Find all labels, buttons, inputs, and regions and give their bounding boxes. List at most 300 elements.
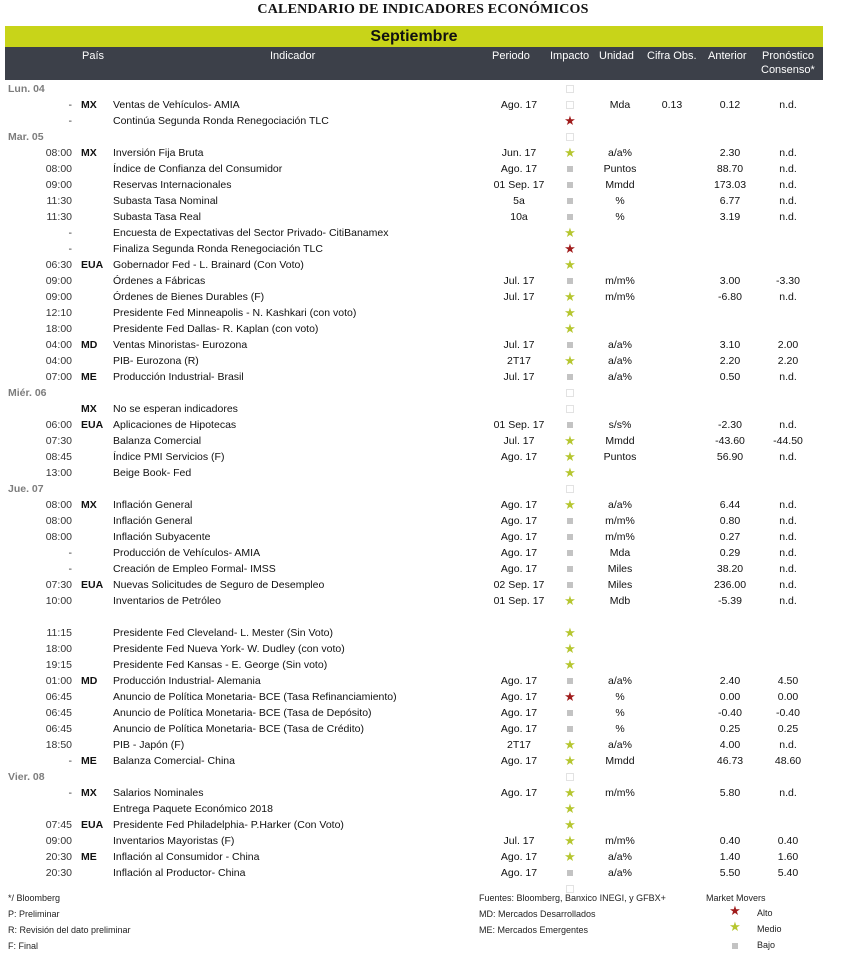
period-cell: 2T17 — [507, 739, 531, 751]
indicator-cell: Órdenes a Fábricas — [113, 275, 206, 287]
unit-cell — [588, 305, 652, 321]
impact-cell — [558, 545, 582, 561]
country-cell: MX — [81, 147, 97, 159]
period-cell: Ago. 17 — [500, 547, 538, 559]
period-cell: Jul. 17 — [503, 339, 535, 351]
footnote-source: */ Bloomberg — [8, 893, 61, 903]
unit-cell: Mda — [609, 547, 631, 559]
country-cell — [81, 625, 111, 641]
indicator-cell: PIB - Japón (F) — [113, 739, 185, 751]
impact-cell — [558, 513, 582, 529]
period-cell: Ago. 17 — [500, 451, 538, 463]
table-row — [5, 161, 823, 177]
time-cell: 13:00 — [45, 467, 72, 479]
previous-value-cell: 0.00 — [719, 691, 741, 703]
impact-cell — [558, 481, 582, 497]
impact-cell — [558, 609, 582, 625]
impact-cell — [558, 321, 582, 337]
month-banner: Septiembre — [5, 26, 823, 47]
observed-value-cell — [647, 689, 697, 705]
unit-cell: Miles — [607, 579, 633, 591]
observed-value-cell — [647, 737, 697, 753]
table-row — [5, 241, 823, 257]
legend-high-star-icon: ★ — [729, 903, 741, 918]
time-cell: 20:30 — [45, 867, 72, 879]
indicator-cell: Gobernador Fed - L. Brainard (Con Voto) — [113, 259, 304, 271]
table-row — [5, 417, 823, 433]
period-cell: Ago. 17 — [500, 499, 538, 511]
indicator-cell: Anuncio de Política Monetaria- BCE (Tasa de Depósito) — [113, 707, 372, 719]
observed-value-cell — [647, 289, 697, 305]
time-cell: 08:00 — [45, 531, 72, 543]
empty-impact-icon — [566, 101, 574, 109]
period-cell: 01 Sep. 17 — [493, 595, 545, 607]
time-cell: 06:45 — [45, 691, 72, 703]
table-row — [5, 689, 823, 705]
time-cell: 19:15 — [45, 659, 72, 671]
impact-cell — [558, 369, 582, 385]
indicator-cell: Órdenes de Bienes Durables (F) — [113, 291, 265, 303]
country-cell — [81, 241, 111, 257]
previous-value-cell: 5.80 — [719, 787, 741, 799]
forecast-cell: 48.60 — [774, 755, 802, 767]
indicator-cell: Inventarios de Petróleo — [113, 595, 221, 607]
table-row — [5, 817, 823, 833]
unit-cell — [588, 641, 652, 657]
previous-value-cell: 2.20 — [719, 355, 741, 367]
medium-impact-star-icon: ★ — [564, 305, 576, 321]
day-header-row — [5, 129, 823, 145]
low-impact-square-icon — [567, 566, 573, 572]
observed-value-cell — [647, 593, 697, 609]
medium-impact-star-icon: ★ — [564, 737, 576, 753]
impact-cell — [558, 593, 582, 609]
impact-cell — [558, 785, 582, 801]
country-cell — [81, 641, 111, 657]
header-country: País — [82, 50, 105, 62]
indicator-cell: Ventas de Vehículos- AMIA — [113, 99, 240, 111]
low-impact-square-icon — [567, 678, 573, 684]
table-row — [5, 865, 823, 881]
forecast-cell — [757, 305, 819, 321]
low-impact-square-icon — [567, 182, 573, 188]
period-cell — [472, 113, 566, 129]
medium-impact-star-icon: ★ — [564, 433, 576, 449]
previous-value-cell: 0.27 — [719, 531, 741, 543]
previous-value-cell: 0.40 — [719, 835, 741, 847]
indicator-cell: Subasta Tasa Real — [113, 211, 201, 223]
forecast-cell — [757, 113, 819, 129]
indicator-cell: Presidente Fed Cleveland- L. Mester (Sin Voto) — [113, 627, 334, 639]
impact-cell — [558, 129, 582, 145]
previous-value-cell: -43.60 — [715, 435, 745, 447]
time-cell: 18:00 — [45, 323, 72, 335]
period-cell: Ago. 17 — [500, 675, 538, 687]
header-impact: Impacto — [550, 50, 590, 62]
table-row — [5, 737, 823, 753]
medium-impact-star-icon: ★ — [564, 657, 576, 673]
impact-cell — [558, 161, 582, 177]
indicator-cell: Balanza Comercial- China — [113, 755, 235, 767]
unit-cell: a/a% — [608, 739, 632, 751]
time-cell: 18:50 — [45, 739, 72, 751]
time-cell: - — [68, 243, 72, 255]
previous-value-cell — [702, 657, 758, 673]
period-cell: Jul. 17 — [503, 275, 535, 287]
forecast-cell: 2.00 — [777, 339, 799, 351]
indicator-cell: Índice de Confianza del Consumidor — [113, 163, 283, 175]
previous-value-cell — [702, 641, 758, 657]
country-cell — [81, 529, 111, 545]
medium-impact-star-icon: ★ — [564, 785, 576, 801]
unit-cell — [588, 321, 652, 337]
period-cell: Jun. 17 — [501, 147, 537, 159]
impact-cell — [558, 529, 582, 545]
period-cell: Ago. 17 — [500, 707, 538, 719]
impact-cell — [558, 561, 582, 577]
indicator-cell: Ventas Minoristas- Eurozona — [113, 339, 248, 351]
medium-impact-star-icon: ★ — [564, 801, 576, 817]
forecast-cell: n.d. — [779, 211, 797, 223]
unit-cell: Mdb — [609, 595, 631, 607]
forecast-cell: 2.20 — [777, 355, 799, 367]
time-cell: 07:00 — [45, 371, 72, 383]
header-forecast-line1: Pronóstico — [762, 50, 814, 62]
observed-value-cell — [647, 321, 697, 337]
unit-cell: s/s% — [608, 419, 632, 431]
table-row — [5, 225, 823, 241]
observed-value-cell — [647, 625, 697, 641]
country-cell — [81, 353, 111, 369]
indicator-cell: Reservas Internacionales — [113, 179, 232, 191]
impact-cell — [558, 849, 582, 865]
unit-cell: m/m% — [605, 291, 635, 303]
impact-cell — [558, 241, 582, 257]
forecast-cell: n.d. — [779, 147, 797, 159]
impact-cell — [558, 193, 582, 209]
table-row — [5, 305, 823, 321]
impact-cell — [558, 177, 582, 193]
low-impact-square-icon — [567, 726, 573, 732]
day-label: Jue. 07 — [8, 483, 44, 495]
forecast-cell — [757, 241, 819, 257]
impact-cell — [558, 641, 582, 657]
previous-value-cell: 173.03 — [713, 179, 747, 191]
indicator-cell: Finaliza Segunda Ronda Renegociación TLC — [113, 243, 323, 255]
impact-cell — [558, 113, 582, 129]
previous-value-cell: -0.40 — [718, 707, 742, 719]
country-cell: EUA — [81, 819, 104, 831]
table-row — [5, 705, 823, 721]
observed-value-cell — [647, 673, 697, 689]
forecast-cell: n.d. — [779, 547, 797, 559]
previous-value-cell: 3.10 — [719, 339, 741, 351]
unit-cell: % — [615, 707, 625, 719]
unit-cell — [588, 817, 652, 833]
legend-medium-label: Medio — [757, 924, 782, 934]
legend-high-label: Alto — [757, 908, 773, 918]
observed-value-cell — [647, 785, 697, 801]
medium-impact-star-icon: ★ — [564, 289, 576, 305]
time-cell: 20:30 — [45, 851, 72, 863]
unit-cell — [588, 257, 652, 273]
observed-value-cell: 0.13 — [661, 99, 683, 111]
observed-value-cell — [647, 705, 697, 721]
observed-value-cell — [647, 513, 697, 529]
previous-value-cell: 6.77 — [719, 195, 741, 207]
table-row — [5, 209, 823, 225]
country-cell — [81, 433, 111, 449]
observed-value-cell — [647, 433, 697, 449]
impact-cell — [558, 81, 582, 97]
impact-cell — [558, 145, 582, 161]
indicator-cell: Presidente Fed Philadelphia- P.Harker (Con Voto) — [113, 819, 344, 831]
unit-cell: a/a% — [608, 147, 632, 159]
forecast-cell: n.d. — [779, 179, 797, 191]
medium-impact-star-icon: ★ — [564, 641, 576, 657]
forecast-cell — [757, 657, 819, 673]
forecast-cell — [757, 641, 819, 657]
unit-cell — [588, 241, 652, 257]
country-cell — [81, 801, 111, 817]
unit-cell: a/a% — [608, 339, 632, 351]
unit-cell: m/m% — [605, 531, 635, 543]
previous-value-cell — [702, 817, 758, 833]
low-impact-square-icon — [567, 166, 573, 172]
indicator-cell: Beige Book- Fed — [113, 467, 192, 479]
forecast-cell: n.d. — [779, 739, 797, 751]
observed-value-cell — [647, 577, 697, 593]
page-title: CALENDARIO DE INDICADORES ECONÓMICOS — [257, 2, 589, 17]
time-cell: 09:00 — [45, 179, 72, 191]
period-cell: Jul. 17 — [503, 371, 535, 383]
forecast-cell: n.d. — [779, 579, 797, 591]
low-impact-square-icon — [567, 518, 573, 524]
unit-cell: a/a% — [608, 499, 632, 511]
previous-value-cell: 3.19 — [719, 211, 741, 223]
indicator-cell: Inflación General — [113, 499, 193, 511]
impact-cell — [558, 625, 582, 641]
observed-value-cell — [647, 225, 697, 241]
country-cell — [81, 449, 111, 465]
observed-value-cell — [647, 849, 697, 865]
country-cell — [81, 113, 111, 129]
period-cell — [472, 305, 566, 321]
forecast-cell: 0.40 — [777, 835, 799, 847]
forecast-cell: n.d. — [779, 787, 797, 799]
time-cell: 06:45 — [45, 707, 72, 719]
forecast-cell: -0.40 — [776, 707, 800, 719]
forecast-cell — [757, 225, 819, 241]
previous-value-cell: 56.90 — [716, 451, 744, 463]
table-row — [5, 369, 823, 385]
forecast-cell: n.d. — [779, 163, 797, 175]
indicator-cell: Presidente Fed Kansas - E. George (Sin voto) — [113, 659, 328, 671]
time-cell: 08:00 — [45, 147, 72, 159]
indicator-cell: Producción Industrial- Brasil — [113, 371, 244, 383]
previous-value-cell: -5.39 — [718, 595, 742, 607]
day-label: Lun. 04 — [8, 83, 45, 95]
empty-impact-icon — [566, 133, 574, 141]
period-cell: 5a — [513, 195, 525, 207]
medium-impact-star-icon: ★ — [564, 321, 576, 337]
impact-cell — [558, 753, 582, 769]
unit-cell: Mmdd — [605, 435, 635, 447]
previous-value-cell — [702, 609, 758, 625]
previous-value-cell: 0.80 — [719, 515, 741, 527]
table-row — [5, 545, 823, 561]
time-cell: 11:30 — [46, 195, 72, 207]
unit-cell: Mmdd — [605, 755, 635, 767]
impact-cell — [558, 865, 582, 881]
forecast-cell: n.d. — [779, 451, 797, 463]
unit-cell: Puntos — [603, 163, 637, 175]
observed-value-cell — [647, 241, 697, 257]
period-cell — [472, 257, 566, 273]
previous-value-cell: 4.00 — [719, 739, 741, 751]
impact-cell — [558, 769, 582, 785]
low-impact-square-icon — [567, 214, 573, 220]
table-row — [5, 449, 823, 465]
period-cell: Ago. 17 — [500, 851, 538, 863]
low-impact-square-icon — [567, 550, 573, 556]
table-row — [5, 657, 823, 673]
legend-medium-star-icon: ★ — [729, 919, 741, 934]
impact-cell — [558, 577, 582, 593]
day-header-row — [5, 769, 823, 785]
header-period: Periodo — [492, 50, 530, 62]
country-cell: MX — [81, 787, 97, 799]
time-cell: - — [68, 755, 72, 767]
observed-value-cell — [647, 193, 697, 209]
period-cell — [472, 641, 566, 657]
previous-value-cell: 0.29 — [719, 547, 741, 559]
high-impact-star-icon: ★ — [564, 241, 576, 257]
country-cell — [81, 865, 111, 881]
period-cell — [472, 225, 566, 241]
impact-cell — [558, 337, 582, 353]
medium-impact-star-icon: ★ — [564, 833, 576, 849]
unit-cell: Miles — [607, 563, 633, 575]
table-row — [5, 785, 823, 801]
impact-cell — [558, 497, 582, 513]
country-cell: MX — [81, 99, 97, 111]
table-row — [5, 145, 823, 161]
low-impact-square-icon — [567, 710, 573, 716]
country-cell: ME — [81, 851, 97, 863]
high-impact-star-icon: ★ — [564, 689, 576, 705]
country-cell — [81, 465, 111, 481]
table-header — [5, 47, 823, 80]
day-header-row — [5, 481, 823, 497]
medium-impact-star-icon: ★ — [564, 257, 576, 273]
high-impact-star-icon: ★ — [564, 113, 576, 129]
low-impact-square-icon — [567, 582, 573, 588]
medium-impact-star-icon: ★ — [564, 625, 576, 641]
header-prev: Anterior — [708, 50, 747, 62]
country-cell — [81, 657, 111, 673]
forecast-cell: 4.50 — [777, 675, 799, 687]
indicator-cell: PIB- Eurozona (R) — [113, 355, 199, 367]
previous-value-cell — [702, 305, 758, 321]
observed-value-cell — [647, 161, 697, 177]
footer-me-note: ME: Mercados Emergentes — [479, 925, 589, 935]
country-cell — [81, 273, 111, 289]
header-unit: Unidad — [599, 50, 634, 62]
impact-cell — [558, 305, 582, 321]
day-label: Vier. 08 — [8, 771, 45, 783]
indicator-cell: Inflación General — [113, 515, 193, 527]
indicator-cell: Anuncio de Política Monetaria- BCE (Tasa de Crédito) — [113, 723, 364, 735]
observed-value-cell — [647, 721, 697, 737]
country-cell — [81, 609, 111, 625]
time-cell: - — [68, 99, 72, 111]
previous-value-cell — [702, 257, 758, 273]
period-cell: 01 Sep. 17 — [493, 179, 545, 191]
forecast-cell — [757, 321, 819, 337]
unit-cell: m/m% — [605, 835, 635, 847]
observed-value-cell — [647, 273, 697, 289]
table-row — [5, 577, 823, 593]
observed-value-cell — [647, 449, 697, 465]
legend-low-square-icon — [728, 940, 742, 950]
unit-cell: a/a% — [608, 371, 632, 383]
period-cell: Jul. 17 — [503, 435, 535, 447]
country-cell — [81, 321, 111, 337]
unit-cell: % — [615, 195, 625, 207]
country-cell: MD — [81, 675, 98, 687]
previous-value-cell: 0.12 — [719, 99, 741, 111]
impact-cell — [558, 465, 582, 481]
indicator-cell: Encuesta de Expectativas del Sector Privado- CitiBanamex — [113, 227, 389, 239]
forecast-cell — [757, 609, 819, 625]
table-row — [5, 177, 823, 193]
forecast-cell: n.d. — [779, 595, 797, 607]
table-row — [5, 401, 823, 417]
forecast-cell — [757, 817, 819, 833]
impact-cell — [558, 257, 582, 273]
time-cell: 07:30 — [45, 435, 72, 447]
time-cell: 18:00 — [45, 643, 72, 655]
indicator-cell: Aplicaciones de Hipotecas — [113, 419, 237, 431]
table-row — [5, 497, 823, 513]
previous-value-cell: 2.40 — [719, 675, 741, 687]
forecast-cell: -3.30 — [776, 275, 800, 287]
unit-cell — [588, 465, 652, 481]
indicator-cell: Nuevas Solicitudes de Seguro de Desempleo — [113, 579, 325, 591]
observed-value-cell — [647, 209, 697, 225]
observed-value-cell — [647, 657, 697, 673]
time-cell: 08:00 — [45, 499, 72, 511]
table-row — [5, 529, 823, 545]
observed-value-cell — [647, 833, 697, 849]
previous-value-cell: 5.50 — [719, 867, 741, 879]
previous-value-cell — [702, 401, 758, 417]
table-row — [5, 97, 823, 113]
observed-value-cell — [647, 497, 697, 513]
table-row — [5, 561, 823, 577]
country-cell: EUA — [81, 419, 104, 431]
period-cell: 02 Sep. 17 — [493, 579, 545, 591]
time-cell: - — [68, 115, 72, 127]
forecast-cell: 0.00 — [777, 691, 799, 703]
observed-value-cell — [647, 561, 697, 577]
country-cell — [81, 689, 111, 705]
table-row — [5, 273, 823, 289]
impact-cell — [558, 209, 582, 225]
time-cell: 09:00 — [45, 291, 72, 303]
country-cell: MX — [81, 499, 97, 511]
